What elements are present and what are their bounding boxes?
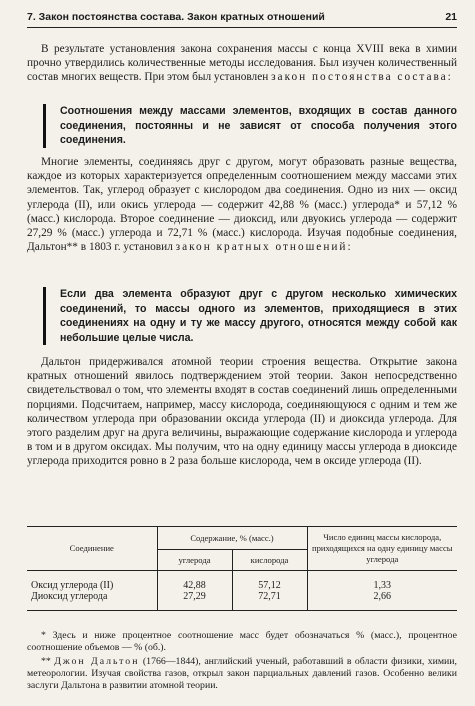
header-content: Содержание, % (масс.)	[157, 527, 307, 550]
law-name-constant-composition: закон постоянства состава:	[271, 71, 453, 84]
dalton-paragraph: Дальтон придерживался атомной теории строения вещества. Открытие закона кратных отношений явилось подтверждением этой теории. Закон непосредственно свидетельствовал о том, что элементы входят в состав соединений лишь определенными порциями. Подсчитаем, например, массу кислорода, соединяющуюся с одним и тем же количеством углерода при образовании оксида углерода (II) и диоксида углерода. Для этого разделим друг на друга величины, выражающие содержание кислорода и углерода в том и в другом оксидах. Мы получим, что на одну единицу массы углерода в диоксиде углерода приходится ровно в 2 раза больше кислорода, чем в оксиде углерода (II).	[27, 356, 457, 468]
header-compound: Соединение	[27, 527, 157, 571]
carbon-percent: 42,88	[157, 571, 232, 592]
carbon-percent: 27,29	[157, 591, 232, 611]
table-header-row	[27, 527, 457, 550]
multiple-proportions-paragraph	[27, 155, 457, 254]
running-header	[27, 9, 457, 28]
law-name-multiple-proportions: закон кратных отношений:	[175, 241, 353, 254]
oxygen-carbon-ratio: 1,33	[307, 571, 457, 592]
table-row	[27, 591, 457, 611]
oxide-composition-table	[27, 526, 457, 611]
oxygen-carbon-ratio: 2,66	[307, 591, 457, 611]
header-oxygen: кислорода	[232, 550, 307, 571]
law-statement-multiple-proportions: Если два элемента образуют друг с другом несколько химических соединений, то массы одного из элементов, приходящиеся в этих соединениях на одну и ту же массу другого, относятся между собой как небольшие целые числа.	[43, 287, 457, 345]
chapter-title: 7. Закон постоянства состава. Закон кратных отношений	[27, 11, 325, 23]
intro-paragraph	[27, 42, 457, 85]
footnote-percent-notation: * Здесь и ниже процентное соотношение масс будет обозначаться % (масс.), процентное соотношение объемов — % (об.).	[27, 630, 457, 653]
oxygen-percent: 57,12	[232, 571, 307, 592]
intro-text: В результате установления закона сохранения массы с конца XVIII века в химии прочно утвердились количественные методы исследования. Был изучен количественный состав многих веществ. При этом был установлен	[27, 43, 457, 84]
compound-name: Диоксид углерода	[27, 591, 157, 611]
table-row	[27, 571, 457, 592]
footnote-dalton-text: (1766—1844), английский ученый, работавший в области физики, химии, метеорологии. Изучая свойства газов, открыл закон парциальных давлений газов. Особенно велики заслуги Дальтона в развитии атомной теории.	[27, 656, 457, 691]
footnote-dalton-name: Джон Дальтон	[54, 656, 140, 667]
footnote-dalton: ** Джон Дальтон (1766—1844), английский ученый, работавший в области физики, химии, метеорологии. Изучая свойства газов, открыл закон парциальных давлений газов. Особенно велики заслуги Дальтона в развитии атомной теории.	[27, 656, 457, 691]
page-number: 21	[445, 11, 457, 23]
header-carbon: углерода	[157, 550, 232, 571]
law-statement-constant-composition: Соотношения между массами элементов, входящих в состав данного соединения, постоянны и не зависят от способа получения этого соединения.	[43, 104, 457, 148]
multiple-proportions-text: Многие элементы, соединяясь друг с другом, могут образовать разные вещества, каждое из которых характеризуется определенным соотношением между массами этих элементов. Так, углерод образует с кислородом два соединения. Одно из них — оксид углерода (II), или окись углерода — содержит 42,88 % (масс.) углерода* и 57,12 % (масс.) кислорода. Второе соединение — диоксид, или двуокись углерода — содержит 27,29 % (масс.) углерода и 72,71 % (масс.) кислорода. Изучая подобные соединения, Дальтон** в 1803 г. установил	[27, 156, 457, 254]
compound-name: Оксид углерода (II)	[31, 580, 114, 591]
oxygen-percent: 72,71	[232, 591, 307, 611]
header-ratio: Число единиц массы кислорода, приходящихся на одну единицу массы углерода	[307, 527, 457, 571]
